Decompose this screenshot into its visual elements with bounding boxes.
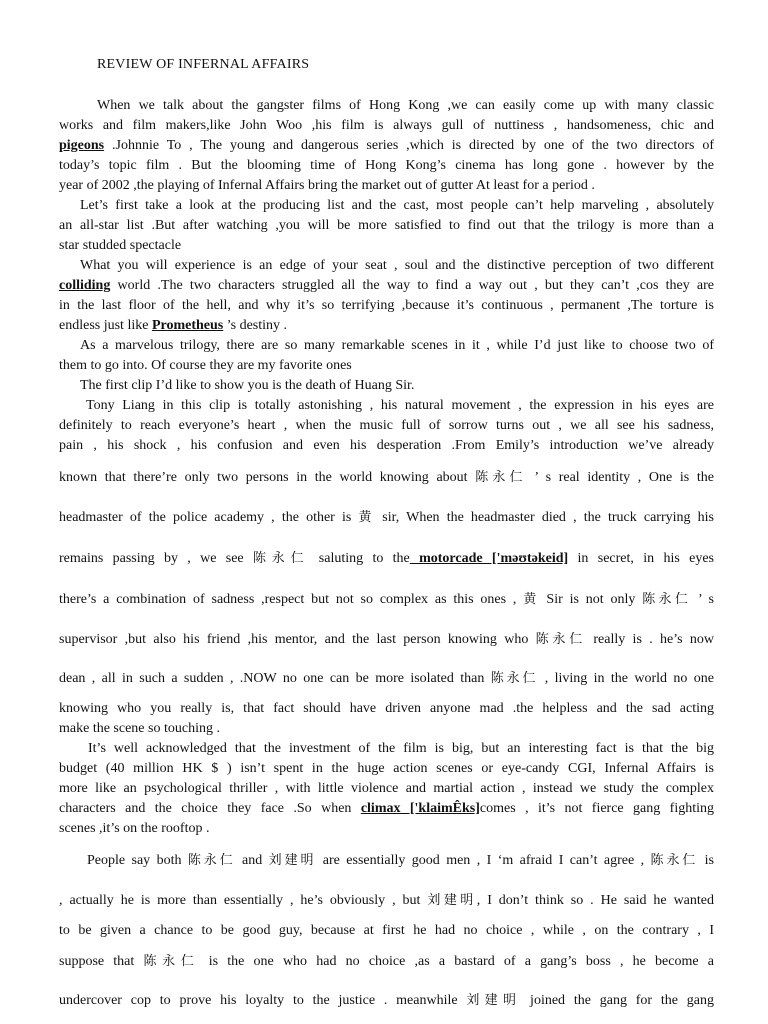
body-line: dean , all in such a sudden , .NOW no one can be more isolated than 陈永仁 , living in the world no one: [59, 671, 714, 686]
body-line: As a marvelous trilogy, there are so many remarkable scenes in it , while I’d just like to choose two of: [80, 338, 714, 353]
body-line: scenes ,it’s on the rooftop .: [59, 821, 210, 836]
body-line: more like an psychological thriller , with little violence and martial action , instead we study the complex: [59, 781, 714, 796]
vocabulary-keyword: Prometheus: [151, 318, 224, 333]
body-line: The first clip I’d like to show you is the death of Huang Sir.: [80, 378, 415, 393]
vocabulary-keyword: pigeons: [59, 138, 105, 153]
body-line: It’s well acknowledged that the investment of the film is big, but an interesting fact is that the big: [88, 741, 714, 756]
body-line: an all-star list .But after watching ,you will be more satisfied to find out that the trilogy is more than a: [59, 218, 714, 233]
vocabulary-keyword: colliding: [59, 278, 111, 293]
body-line: pain , his shock , his confusion and even his desperation .From Emily’s introduction we’ve already: [59, 438, 714, 453]
body-line: known that there’re only two persons in the world knowing about 陈永仁 ’ s real identity , One is the: [59, 470, 714, 485]
body-line: supervisor ,but also his friend ,his mentor, and the last person knowing who 陈永仁 really is . he’s now: [59, 632, 714, 647]
body-line: there’s a combination of sadness ,respect but not so complex as this ones , 黄 Sir is not only 陈永仁 ’ s: [59, 592, 714, 607]
body-line: today’s topic film . But the blooming time of Hong Kong’s cinema has long gone . however by the: [59, 158, 714, 173]
body-line: People say both 陈永仁 and 刘建明 are essentially good men , I ‘m afraid I can’t agree , 陈永仁 is: [87, 853, 715, 868]
document-title: REVIEW OF INFERNAL AFFAIRS: [97, 57, 310, 72]
body-line: pigeons .Johnnie To , The young and dangerous series ,which is directed by one of the two directors of: [59, 138, 714, 153]
body-line: remains passing by , we see 陈永仁 saluting to the motorcade ['məʊtəkeid] in secret, in his eyes: [59, 551, 714, 566]
body-line: budget (40 million HK $ ) isn’t spent in the huge action scenes or eye-candy CGI, Infernal Affairs is: [59, 761, 714, 776]
body-line: suppose that 陈永仁 is the one who had no choice ,as a bastard of a gang’s boss , he become a: [59, 954, 714, 969]
body-line: endless just like Prometheus ’s destiny .: [59, 318, 288, 333]
body-line: to be given a chance to be good guy, because at first he had no choice , while , on the contrary , I: [59, 923, 714, 938]
body-line: headmaster of the police academy , the other is 黄 sir, When the headmaster died , the truck carrying his: [59, 510, 715, 525]
body-line: colliding world .The two characters struggled all the way to find a way out , but they can’t ,cos they are: [59, 278, 714, 293]
body-line: characters and the choice they face .So when climax ['klaimÊks]comes , it’s not fierce gang fighting: [59, 801, 714, 816]
body-line: star studded spectacle: [59, 238, 182, 253]
body-line: What you will experience is an edge of your seat , soul and the distinctive perception of two different: [80, 258, 714, 273]
body-line: definitely to reach everyone’s heart , when the music full of sorrow turns out , we all see his sadness,: [59, 418, 714, 433]
vocabulary-keyword: climax ['klaimÊks]: [360, 801, 480, 816]
body-line: works and film makers,like John Woo ,his film is always gull of nuttiness , handsomeness, chic and: [59, 118, 714, 133]
vocabulary-keyword: motorcade ['məʊtəkeid]: [409, 551, 569, 566]
body-line: When we talk about the gangster films of Hong Kong ,we can easily come up with many classic: [97, 98, 714, 113]
body-line: Tony Liang in this clip is totally astonishing , his natural movement , the expression in his eyes are: [86, 398, 714, 413]
body-line: knowing who you really is, that fact should have driven anyone mad .the helpless and the sad acting: [59, 701, 714, 716]
body-line: , actually he is more than essentially , he’s obviously , but 刘建明, I don’t think so . He said he wanted: [59, 893, 714, 908]
body-line: undercover cop to prove his loyalty to the justice . meanwhile 刘建明 joined the gang for the gang: [59, 993, 714, 1008]
body-line: year of 2002 ,the playing of Infernal Affairs bring the market out of gutter At least for a period .: [59, 178, 595, 193]
body-line: in the last floor of the hell, and why it’s so terrifying ,because it’s continuous , permanent ,The torture is: [59, 298, 714, 313]
body-line: them to go into. Of course they are my favorite ones: [59, 358, 352, 373]
body-line: make the scene so touching .: [59, 721, 220, 736]
body-line: Let’s first take a look at the producing list and the cast, most people can’t help marveling , absolutely: [80, 198, 714, 213]
